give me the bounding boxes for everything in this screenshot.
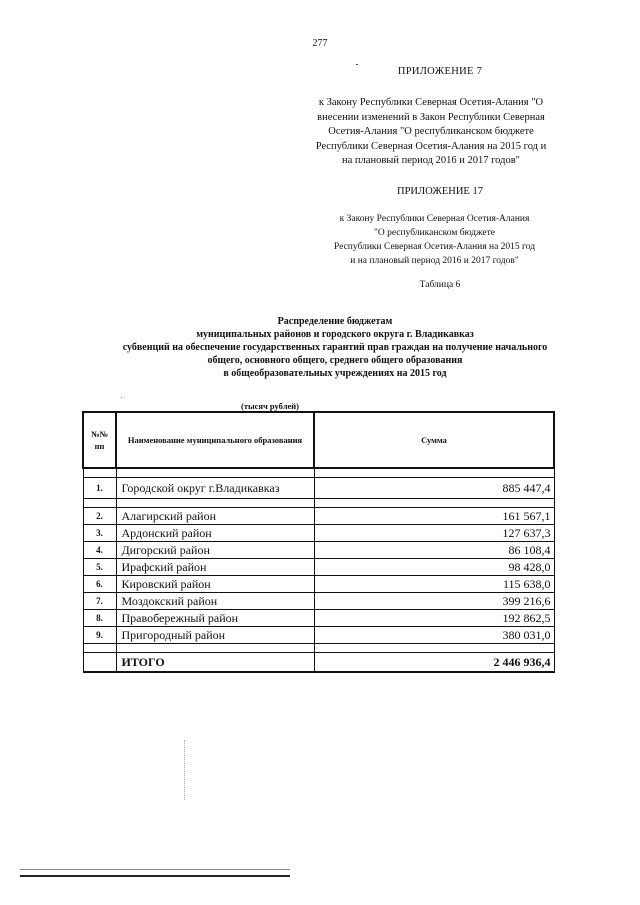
table-row bbox=[83, 508, 554, 525]
row-number: 1. bbox=[83, 478, 116, 499]
row-number: 7. bbox=[83, 593, 116, 610]
appendix-7-line: на плановый период 2016 и 2017 годов" bbox=[342, 155, 520, 166]
table-spacer bbox=[83, 468, 554, 478]
appendix-17-reference bbox=[312, 212, 557, 268]
table-label: Таблица 6 bbox=[419, 280, 461, 290]
row-number: 8. bbox=[83, 610, 116, 627]
row-name: Правобережный район bbox=[116, 610, 314, 627]
row-sum: 86 108,4 bbox=[314, 542, 554, 559]
bottom-rule-thin bbox=[20, 869, 290, 870]
appendix-7-heading: ПРИЛОЖЕНИЕ 7 bbox=[397, 66, 483, 77]
total-number-cell bbox=[83, 653, 116, 673]
row-sum: 192 862,5 bbox=[314, 610, 554, 627]
appendix-17-line: Республики Северная Осетия-Алания на 2015 год bbox=[333, 242, 536, 252]
scan-speck bbox=[356, 64, 358, 65]
row-number: 2. bbox=[83, 508, 116, 525]
row-number: 3. bbox=[83, 525, 116, 542]
units-label: (тысяч рублей) bbox=[241, 401, 299, 411]
table-row bbox=[83, 542, 554, 559]
title-line: муниципальных районов и городского округа г. Владикавказ bbox=[196, 329, 474, 340]
document-title bbox=[40, 315, 630, 380]
total-label: ИТОГО bbox=[116, 653, 314, 673]
appendix-17-line: и на плановый период 2016 и 2017 годов" bbox=[350, 256, 519, 266]
title-line: в общеобразовательных учреждениях на 2015 год bbox=[223, 368, 447, 379]
row-sum: 161 567,1 bbox=[314, 508, 554, 525]
header-number: №№ пп bbox=[83, 412, 116, 468]
appendix-17-heading: ПРИЛОЖЕНИЕ 17 bbox=[397, 186, 483, 197]
row-number: 9. bbox=[83, 627, 116, 644]
table-header-row bbox=[83, 412, 554, 468]
row-name: Ирафский район bbox=[116, 559, 314, 576]
header-sum: Сумма bbox=[314, 412, 554, 468]
table-total-row bbox=[83, 653, 554, 673]
page-number: 277 bbox=[312, 38, 328, 49]
row-sum: 98 428,0 bbox=[314, 559, 554, 576]
appendix-7-line: Республики Северная Осетия-Алания на 2015 год и bbox=[315, 140, 547, 152]
subvention-table bbox=[82, 411, 555, 673]
row-sum: 380 031,0 bbox=[314, 627, 554, 644]
row-sum: 115 638,0 bbox=[314, 576, 554, 593]
table-row bbox=[83, 576, 554, 593]
row-number: 5. bbox=[83, 559, 116, 576]
appendix-7-line: к Закону Республики Северная Осетия-Алания "О bbox=[318, 97, 544, 108]
table-row bbox=[83, 610, 554, 627]
row-sum: 127 637,3 bbox=[314, 525, 554, 542]
row-name: Кировский район bbox=[116, 576, 314, 593]
table-spacer bbox=[83, 499, 554, 508]
table-row bbox=[83, 525, 554, 542]
appendix-17-line: к Закону Республики Северная Осетия-Алания bbox=[339, 214, 530, 224]
row-name: Ардонский район bbox=[116, 525, 314, 542]
appendix-7-line: Осетия-Алания "О республиканском бюджете bbox=[328, 126, 534, 137]
total-sum: 2 446 936,4 bbox=[314, 653, 554, 673]
row-number: 6. bbox=[83, 576, 116, 593]
scan-artifact bbox=[184, 740, 186, 800]
table-row bbox=[83, 593, 554, 610]
table-row bbox=[83, 559, 554, 576]
row-sum: 885 447,4 bbox=[314, 478, 554, 499]
row-name: Моздокский район bbox=[116, 593, 314, 610]
appendix-17-line: "О республиканском бюджете bbox=[373, 228, 496, 238]
row-name: Алагирский район bbox=[116, 508, 314, 525]
title-line: общего, основного общего, среднего общего образования bbox=[207, 355, 463, 366]
table-row bbox=[83, 478, 554, 499]
table-spacer bbox=[83, 644, 554, 653]
row-name: Пригородный район bbox=[116, 627, 314, 644]
row-sum: 399 216,6 bbox=[314, 593, 554, 610]
appendix-7-line: внесении изменений в Закон Республики Северная bbox=[317, 111, 545, 123]
row-name: Дигорский район bbox=[116, 542, 314, 559]
row-number: 4. bbox=[83, 542, 116, 559]
header-name: Наименование муниципального образования bbox=[116, 412, 314, 468]
title-line: субвенций на обеспечение государственных гарантий прав граждан на получение начального bbox=[122, 342, 548, 353]
row-name: Городской округ г.Владикавказ bbox=[116, 478, 314, 499]
table-row bbox=[83, 627, 554, 644]
appendix-7-reference bbox=[300, 96, 562, 169]
scan-mark bbox=[121, 397, 122, 398]
title-line: Распределение бюджетам bbox=[277, 316, 393, 327]
bottom-rule bbox=[20, 875, 290, 877]
